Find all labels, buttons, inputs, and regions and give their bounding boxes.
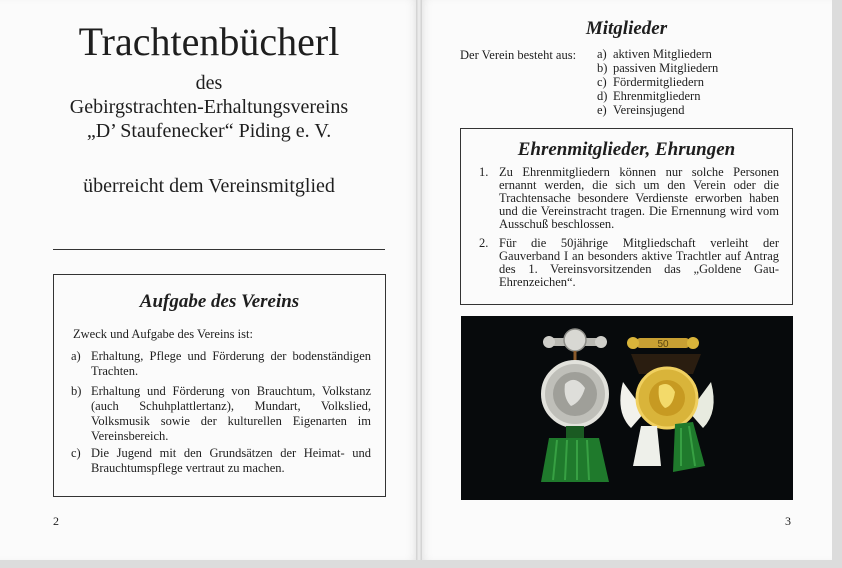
silver-badge [541,329,609,482]
signature-line [53,249,385,250]
list-item-text: Erhaltung, Pflege und Förderung der bodenständigen Trachten. [91,349,371,378]
page-number-right: 3 [785,514,791,528]
list-item-text: Erhaltung und Förderung von Brauchtum, Volkstanz (auch Schuhplattlertanz), Mundart, Volkslied, Volksmusik sowie der kulturellen Eigenarten im Vereinsbereich. [91,384,371,443]
book-title: Trachtenbücherl [78,19,340,64]
member-type-item [597,76,704,90]
member-type-label: e) [597,103,607,117]
member-type-item [597,104,685,118]
gold-badge [620,337,713,472]
list-item-label: 1. [479,165,489,179]
aufgabe-title: Aufgabe des Vereins [139,291,300,312]
list-item-label: b) [71,384,82,398]
member-type-item [597,90,700,104]
honor-badges-photo [461,316,793,500]
title-line-club-name: „D’ Staufenecker“ Piding e. V. [86,120,332,142]
member-type-item [597,48,712,62]
member-type-item [597,62,718,76]
list-item-label: c) [71,446,81,460]
member-type-text: passiven Mitgliedern [613,61,719,75]
list-item-label: a) [71,349,81,363]
title-line-association: Gebirgstrachten-Erhaltungsvereins [69,96,349,118]
mitglieder-title: Mitglieder [585,18,668,39]
list-item-text: Die Jugend mit den Grundsätzen der Heimat- und Brauchtumspflege vertraut zu machen. [91,446,371,475]
list-item [71,384,371,444]
member-type-text: aktiven Mitgliedern [613,47,712,61]
badge-number: 50 [657,339,669,350]
list-item [479,237,779,289]
member-type-label: c) [597,75,607,89]
page-number-left: 2 [53,514,59,528]
aufgabe-intro: Zweck und Aufgabe des Vereins ist: [73,327,253,341]
ehren-section [460,128,793,305]
list-item [71,446,371,476]
title-line-handed-over: überreicht dem Vereinsmitglied [83,175,335,197]
ehren-title: Ehrenmitglieder, Ehrungen [517,139,736,160]
mitglieder-intro: Der Verein besteht aus: [460,48,577,62]
list-item-label: 2. [479,236,489,250]
member-type-label: b) [597,61,608,75]
member-type-label: d) [597,89,608,103]
member-type-text: Ehrenmitgliedern [613,89,701,103]
list-item [71,349,371,379]
member-type-text: Fördermitgliedern [613,75,704,89]
aufgabe-section [53,274,386,497]
member-type-text: Vereinsjugend [613,103,685,117]
title-line-des: des [195,72,223,94]
list-item [479,166,779,231]
member-type-label: a) [597,47,607,61]
list-item-text: Zu Ehrenmitgliedern können nur solche Personen ernannt werden, die sich um den Verein oder die Trachtensache besondere Verdienste erworben haben und die Vereinstracht tragen. Die Ernennung wird vom Ausschuß beschlossen. [499,165,779,231]
list-item-text: Für die 50jährige Mitgliedschaft verleiht der Gauverband I an besonders aktive Trachtler auf Antrag des 1. Vereinsvorsitzenden das „Goldene Gau-Ehrenzeichen“. [499,236,779,289]
